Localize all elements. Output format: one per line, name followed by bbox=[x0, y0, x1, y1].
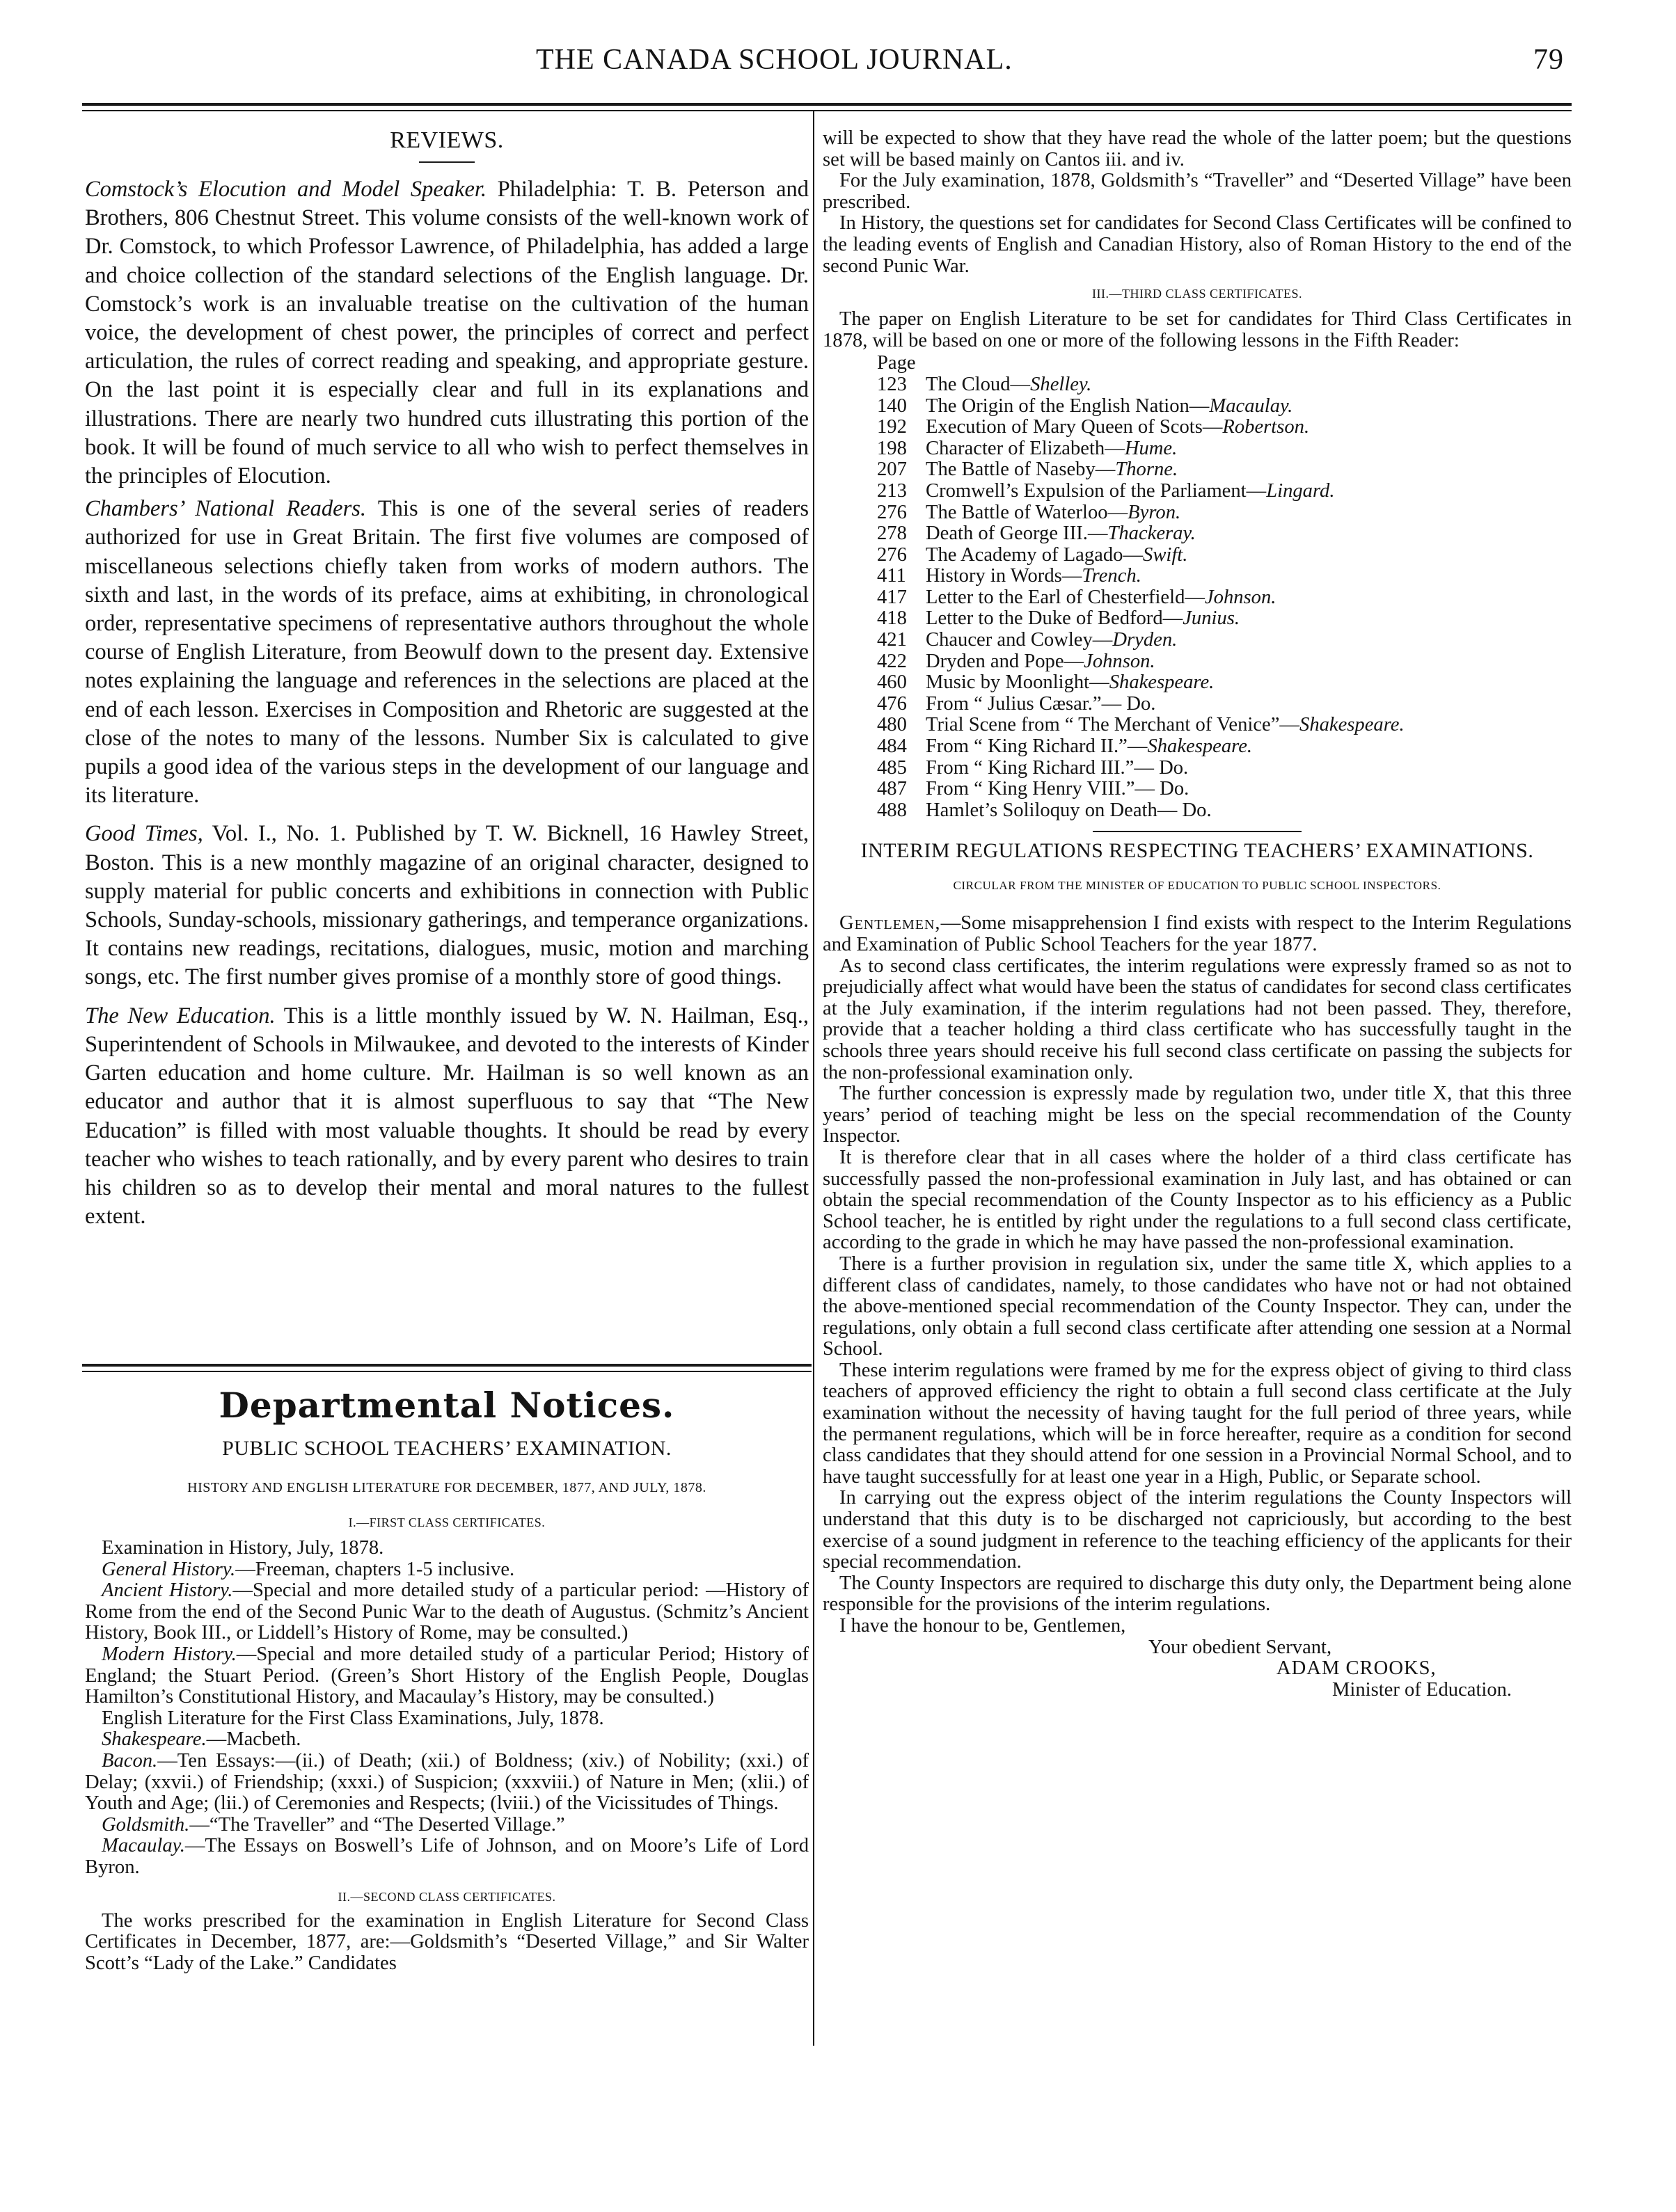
salutation: Gentlemen, bbox=[839, 912, 941, 934]
left-column bbox=[85, 127, 809, 1231]
signer-name: ADAM CROOKS, bbox=[1276, 1657, 1437, 1680]
circular-paragraph: There is a further provision in regulation six, under the same title X, which applies to a different class of candidates, namely, to those candidates who have not or had not obtained the above-mentioned special recommendation of the County Inspector. They can, under the regulations, only obtain a full second class certificate after attending one session at a Normal School. bbox=[823, 1252, 1572, 1360]
reviews-heading-rule bbox=[419, 161, 475, 163]
review-body: This is one of the several series of readers authorized for use in Great Britain. The first five volumes are composed of miscellaneous selections chiefly taken from works of modern authors. The sixth and last, in the words of its preface, aims at exhibiting, in chronological order, representative specimens of representative authors throughout the whole course of English Literature, from Beowulf down to the present day. Extensive notes explaining the language and references in the selections are placed at the end of each lesson. Exercises in Composition and Rhetoric are suggested at the close of the notes to many of the lessons. Number Six is calculated to give pupils a good idea of the various steps in the development of our language and its literature. bbox=[85, 496, 809, 809]
second-class-continuation: will be expected to show that they have read the whole of the latter poem; but the questions set will be based mainly on Cantos iii. and iv. bbox=[823, 127, 1572, 170]
lesson-item: 192 Execution of Mary Queen of Scots—Robertson. bbox=[877, 416, 1310, 438]
second-class-paragraph: For the July examination, 1878, Goldsmith’s “Traveller” and “Deserted Village” have been prescribed. bbox=[823, 170, 1572, 213]
circular-heading: CIRCULAR FROM THE MINISTER OF EDUCATION TO PUBLIC SCHOOL INSPECTORS. bbox=[953, 879, 1441, 893]
section-rule bbox=[82, 1364, 812, 1367]
second-class-paragraph: In History, the questions set for candidates for Second Class Certificates will be confined to the leading events of English and Canadian History, also of Roman History to the end of the second Punic War. bbox=[823, 212, 1572, 277]
review-entry bbox=[85, 175, 809, 491]
lesson-item: 276 The Battle of Waterloo—Byron. bbox=[877, 501, 1181, 523]
review-entry bbox=[85, 495, 809, 810]
page-number: 79 bbox=[1533, 44, 1564, 76]
signer-title: Minister of Education. bbox=[1332, 1678, 1512, 1701]
lesson-item: 278 Death of George III.—Thackeray. bbox=[877, 523, 1196, 545]
second-class-heading: II.—SECOND CLASS CERTIFICATES. bbox=[338, 1889, 556, 1904]
valediction: Your obedient Servant, bbox=[1148, 1636, 1332, 1658]
review-title: Chambers’ National Readers. bbox=[85, 496, 367, 522]
closing: I have the honour to be, Gentlemen, bbox=[839, 1615, 1126, 1637]
lesson-item: 411 History in Words—Trench. bbox=[877, 565, 1141, 587]
third-class-intro: The paper on English Literature to be set for candidates for Third Class Certificates in 1878, will be based on one or more of the following lessons in the Fifth Reader: bbox=[823, 308, 1572, 351]
lesson-item: 476 From “ Julius Cæsar.”— Do. bbox=[877, 692, 1156, 715]
first-class-item: Examination in History, July, 1878. bbox=[102, 1537, 384, 1559]
exam-heading: PUBLIC SCHOOL TEACHERS’ EXAMINATION. bbox=[222, 1437, 672, 1460]
right-column bbox=[823, 128, 1572, 1701]
circular-body bbox=[823, 913, 1572, 1616]
lesson-item: 487 From “ King Henry VIII.”— Do. bbox=[877, 778, 1189, 800]
first-class-item: Goldsmith.—“The Traveller” and “The Deserted Village.” bbox=[102, 1813, 565, 1836]
lesson-item: 276 The Academy of Lagado—Swift. bbox=[877, 543, 1188, 566]
review-body: This is a little monthly issued by W. N. Hailman, Esq., Superintendent of Schools in Milwaukee, and devoted to the interests of Kinder Garten education and home culture. Mr. Hailman is so well known as an educator and author that it is almost superfluous to say that “The New Education” is filled with most valuable thoughts. It should be read by every teacher who wishes to teach rationally, and by every parent who desires to train his children so as to develop their mental and moral natures to the fullest extent. bbox=[85, 1003, 809, 1230]
first-class-item: Shakespeare.—Macbeth. bbox=[102, 1728, 301, 1751]
first-class-heading: I.—FIRST CLASS CERTIFICATES. bbox=[348, 1515, 546, 1529]
column-divider bbox=[813, 111, 814, 2046]
review-body: Philadelphia: T. B. Peterson and Brothers, 806 Chestnut Street. This volume consists of the well-known work of Dr. Comstock, to which Professor Lawrence, of Philadelphia, has added a large and choice collection of the standard selections of the English language. Dr. Comstock’s work is an invaluable treatise on the cultivation of the human voice, the development of chest power, the principles of correct and perfect articulation, the rules of correct reading and speaking, and appropriate gesture. On the last point it is especially clear and full in its explanations and illustrations. There are nearly two hundred cuts illustrating this portion of the book. It will be found of much service to all who wish to perfect themselves in the principles of Elocution. bbox=[85, 177, 809, 489]
review-entry bbox=[85, 1002, 809, 1232]
review-title: The New Education. bbox=[85, 1003, 276, 1028]
exam-subheading: HISTORY AND ENGLISH LITERATURE FOR DECEMBER, 1877, AND JULY, 1878. bbox=[187, 1480, 706, 1495]
lesson-item: 123 The Cloud—Shelley. bbox=[877, 373, 1092, 395]
lesson-item: 198 Character of Elizabeth—Hume. bbox=[877, 437, 1178, 459]
lesson-item: 418 Letter to the Duke of Bedford—Junius. bbox=[877, 607, 1240, 630]
departmental-notices bbox=[85, 1385, 809, 1974]
circular-paragraph: As to second class certificates, the interim regulations were expressly framed so as not to prejudicially affect what would have been the status of candidates for second class certificates at the July examination, if the interim regulations had not been passed. They, therefore, provide that a teacher holding a third class certificate who has successfully taught in the schools three years should receive his full second class certificate on passing the subjects for the non-professional examination only. bbox=[823, 955, 1572, 1083]
departmental-notices-heading: Departmental Notices. bbox=[219, 1385, 675, 1426]
section-rule-thin bbox=[82, 1371, 812, 1372]
page-column-label: Page bbox=[877, 352, 916, 374]
circular-paragraph: It is therefore clear that in all cases where the holder of a third class certificate has successfully passed the non-professional examination in July last, and has obtained or can obtain the special recommendation of the County Inspector as to his efficiency as a Public School teacher, he is entitled by right under the regulations to a full second class certificate, according to the grade in which he may have passed the non-professional examination. bbox=[823, 1146, 1572, 1254]
review-body: Vol. I., No. 1. Published by T. W. Bicknell, 16 Hawley Street, Boston. This is a new monthly magazine of an original character, designed to supply material for public concerts and exhibitions in connection with Public Schools, Sunday-schools, missionary gatherings, and temperance organizations. It contains new readings, recitations, dialogues, music, motion and marching songs, etc. The first number gives promise of a monthly store of good things. bbox=[85, 821, 809, 990]
journal-title: THE CANADA SCHOOL JOURNAL. bbox=[536, 44, 1013, 76]
lesson-item: 140 The Origin of the English Nation—Macaulay. bbox=[877, 395, 1293, 417]
lessons-list bbox=[823, 353, 1572, 821]
lesson-item: 207 The Battle of Naseby—Thorne. bbox=[877, 459, 1178, 481]
interim-rule bbox=[1093, 831, 1302, 832]
review-title: Comstock’s Elocution and Model Speaker. bbox=[85, 177, 487, 202]
interim-heading: INTERIM REGULATIONS RESPECTING TEACHERS’ EXAMINATIONS. bbox=[860, 839, 1534, 863]
lesson-item: 213 Cromwell’s Expulsion of the Parliament—Lingard. bbox=[877, 479, 1335, 502]
first-class-item: Bacon.—Ten Essays:—(ii.) of Death; (xii.) of Boldness; (xiv.) of Nobility; (xxi.) of Delay; (xxvii.) of Friendship; (xxxi.) of Suspicion; (xxxviii.) of Nature in Men; (xlii.) of Youth and Age; (lii.) of Ceremonies and Respects; (lviii.) of the Vicissitudes of Things. bbox=[85, 1749, 809, 1815]
first-class-item: English Literature for the First Class Examinations, July, 1878. bbox=[102, 1707, 604, 1729]
lesson-item: 421 Chaucer and Cowley—Dryden. bbox=[877, 629, 1178, 651]
first-class-list bbox=[85, 1538, 809, 1879]
lesson-item: 484 From “ King Richard II.”—Shakespeare. bbox=[877, 735, 1253, 758]
header-rule bbox=[82, 103, 1572, 106]
circular-paragraph: These interim regulations were framed by me for the express object of giving to third class teachers of approved efficiency the right to obtain a full second class certificate at the July examination without the necessity of having taught for the full period of three years, while the permanent regulations, which will be in force hereafter, require as a condition for second class candidates that they should attend for one session in a Provincial Normal School, and to have taught successfully for at least one year in a High, Public, or Separate school. bbox=[823, 1359, 1572, 1488]
header-rule-thin bbox=[82, 110, 1572, 111]
circular-paragraph: In carrying out the express object of the interim regulations the County Inspectors will understand that this duty is to be discharged not capriciously, but according to the best exercise of a sound judgment in reference to the teaching efficiency of the applicants for their special recommendation. bbox=[823, 1487, 1572, 1573]
lesson-item: 480 Trial Scene from “ The Merchant of Venice”—Shakespeare. bbox=[877, 714, 1405, 736]
first-class-item: Modern History.—Special and more detailed study of a particular Period; History of England; the Stuart Period. (Green’s Short History of the English People, Douglas Hamilton’s Constitutional History, and Macaulay’s History, may be consulted.) bbox=[85, 1643, 809, 1708]
lesson-item: 460 Music by Moonlight—Shakespeare. bbox=[877, 671, 1215, 694]
first-class-item: General History.—Freeman, chapters 1-5 inclusive. bbox=[102, 1558, 515, 1580]
lesson-item: 485 From “ King Richard III.”— Do. bbox=[877, 756, 1189, 779]
first-class-item: Ancient History.—Special and more detailed study of a particular period: —History of Rome from the end of the Second Punic War to the death of Augustus. (Schmitz’s Ancient History, Book III., or Liddell’s History of Rome, may be consulted.) bbox=[85, 1580, 809, 1644]
third-class-heading: III.—THIRD CLASS CERTIFICATES. bbox=[1092, 287, 1302, 301]
lesson-item: 417 Letter to the Earl of Chesterfield—Johnson. bbox=[877, 586, 1276, 608]
circular-paragraph: The further concession is expressly made by regulation two, under title X, that this three years’ period of teaching might be less on the special recommendation of the County Inspector. bbox=[823, 1083, 1572, 1147]
review-entry bbox=[85, 820, 809, 992]
lesson-item: 488 Hamlet’s Soliloquy on Death— Do. bbox=[877, 799, 1212, 821]
circular-paragraph: The County Inspectors are required to discharge this duty only, the Department being alone responsible for the provisions of the interim regulations. bbox=[823, 1572, 1572, 1616]
first-class-item: Macaulay.—The Essays on Boswell’s Life of Johnson, and on Moore’s Life of Lord Byron. bbox=[85, 1835, 809, 1878]
second-class-paragraph: The works prescribed for the examination in English Literature for Second Class Certificates in December, 1877, are:—Goldsmith’s “Deserted Village,” and Sir Walter Scott’s “Lady of the Lake.” Candidates bbox=[85, 1909, 809, 1974]
circular-paragraph: Gentlemen,—Some misapprehension I find exists with respect to the Interim Regulations and Examination of Public School Teachers for the year 1877. bbox=[823, 912, 1572, 955]
lesson-item: 422 Dryden and Pope—Johnson. bbox=[877, 650, 1155, 672]
reviews-heading: REVIEWS. bbox=[390, 127, 504, 153]
review-title: Good Times, bbox=[85, 821, 203, 847]
